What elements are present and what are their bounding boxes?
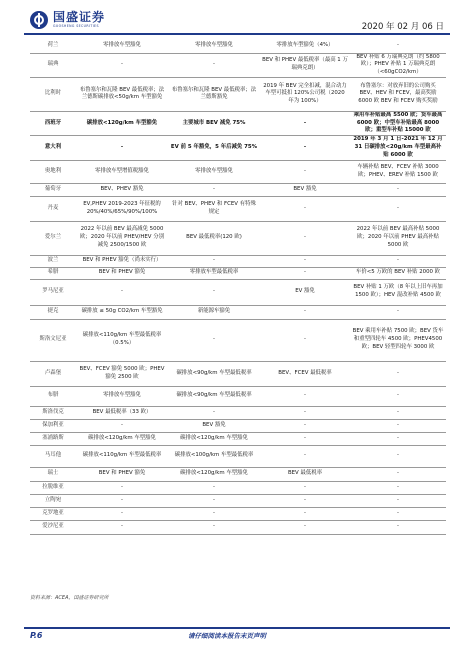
country-cell: 丹麦 [30, 196, 76, 221]
table-row [30, 520, 446, 534]
country-cell: 布腊 [30, 386, 76, 406]
table-row [30, 40, 446, 53]
country-cell: 卢森堡 [30, 361, 76, 386]
country-cell: 波兰 [30, 255, 76, 267]
policy-cell: 碳排放 ≤ 50g CO2/km 车型豁免 [76, 305, 168, 319]
table-row [30, 507, 446, 520]
policy-cell: - [350, 445, 446, 467]
policy-cell: - [260, 507, 350, 520]
policy-cell: 2019 年 BEV 完全扣减，混合动力车型可抵扣 120%公司税（2020 年为 100%） [260, 77, 350, 111]
policy-cell: - [168, 507, 260, 520]
policy-cell: - [168, 406, 260, 419]
policy-cell: 布鲁塞尔和瓦隆 BEV 最低税率；法兰德斯碳排放<50g/km 车型豁免 [76, 77, 168, 111]
table-row [30, 305, 446, 319]
policy-cell: 2022 年以前 BEV 最高补贴 5000 欧；2020 年以前 PHEV 最高补贴 5000 欧 [350, 221, 446, 255]
country-cell: 葡萄牙 [30, 183, 76, 196]
policy-cell: EV 豁免 [260, 279, 350, 305]
policy-cell: - [350, 361, 446, 386]
table-row [30, 386, 446, 406]
policy-cell: - [260, 136, 350, 160]
header-divider [24, 33, 450, 35]
policy-cell: 车辆补贴 BEV、FCEV 补贴 3000 欧；PHEV、EREV 补贴 1500 欧 [350, 160, 446, 183]
table-row [30, 445, 446, 467]
policy-table-body [30, 40, 446, 534]
policy-cell: - [168, 53, 260, 77]
policy-cell: - [76, 53, 168, 77]
country-cell: 塞浦路斯 [30, 432, 76, 445]
country-cell: 荷兰 [30, 40, 76, 53]
policy-cell: 2019 年 3 月 1 日-2021 年 12 月 31 日碳排放<20g/km 车型最高补贴 6000 欧 [350, 136, 446, 160]
policy-cell: 碳排放<90g/km 车型最低税率 [168, 361, 260, 386]
country-cell: 罗马尼亚 [30, 279, 76, 305]
policy-cell: EV 前 5 年豁免，5 年后减免 75% [168, 136, 260, 160]
country-cell: 西班牙 [30, 111, 76, 135]
policy-cell: 碳排放<120g/km 车型豁免 [76, 111, 168, 135]
country-cell: 捷克 [30, 305, 76, 319]
country-cell: 比利时 [30, 77, 76, 111]
policy-cell: - [260, 406, 350, 419]
policy-cell: 碳排放<120g/km 车型豁免 [168, 432, 260, 445]
country-cell: 奥地利 [30, 160, 76, 183]
table-row [30, 406, 446, 419]
policy-cell: BEV 补贴 6 万瑞典克朗（约 5800 欧）；PHEV 补贴 1 万瑞典克朗（<60gCO2/km） [350, 53, 446, 77]
policy-cell: 零排放车型豁免 [168, 40, 260, 53]
table-row [30, 183, 446, 196]
policy-cell: BEV 豁免 [168, 419, 260, 432]
page-header [0, 0, 474, 40]
disclaimer-text: 请仔细阅读本报告末页声明 [188, 632, 266, 640]
policy-cell: - [168, 183, 260, 196]
country-cell: 爱沙尼亚 [30, 520, 76, 534]
footer-divider [24, 627, 450, 629]
policy-cell: - [350, 507, 446, 520]
table-row [30, 319, 446, 361]
policy-cell: - [260, 221, 350, 255]
policy-cell: 碳排放<90g/km 车型最低税率 [168, 386, 260, 406]
policy-cell: 乘用车补贴最高 5500 欧；货车最高 6000 欧；中型车补贴最高 8000 欧；重型车补贴 15000 欧 [350, 111, 446, 135]
table-row [30, 419, 446, 432]
logo-text: 国盛证券 [53, 10, 106, 24]
table-row [30, 267, 446, 279]
policy-cell: 零排放车型豁免（4%） [260, 40, 350, 53]
table-row [30, 432, 446, 445]
policy-cell: BEV 和 PHEV 豁免 [76, 267, 168, 279]
policy-cell: - [76, 279, 168, 305]
policy-cell: 新能源车豁免 [168, 305, 260, 319]
policy-cell: 碳排放<110g/km 车型最低税率 [76, 445, 168, 467]
policy-cell: - [76, 520, 168, 534]
country-cell: 爱尔兰 [30, 221, 76, 255]
policy-cell: BEV 最低税率 [260, 467, 350, 481]
table-row [30, 279, 446, 305]
table-row [30, 136, 446, 160]
company-logo [30, 11, 105, 29]
policy-cell: BEV 豁免 [260, 183, 350, 196]
table-row [30, 53, 446, 77]
table-row [30, 255, 446, 267]
policy-cell: 2022 年以前 BEV 最高减免 5000 欧；2020 年以前 PHEV/HEV 分别减免 2500/1500 欧 [76, 221, 168, 255]
policy-cell: 零排放车型豁免 [76, 40, 168, 53]
policy-cell: - [260, 319, 350, 361]
country-cell: 瑞典 [30, 53, 76, 77]
policy-cell: - [350, 183, 446, 196]
table-row [30, 160, 446, 183]
policy-cell: - [168, 520, 260, 534]
policy-cell: - [350, 386, 446, 406]
policy-cell: - [168, 255, 260, 267]
table-row [30, 361, 446, 386]
policy-cell: 针对 BEV、PHEV 和 FCEV 有特殊规定 [168, 196, 260, 221]
report-date: 2020 年 02 月 06 日 [361, 22, 444, 32]
policy-cell: 零排放车型增值税豁免 [76, 160, 168, 183]
policy-cell: BEV、PHEV 豁免 [76, 183, 168, 196]
policy-cell: BEV 补贴 1 万欧（8 年以上旧车再加 1500 欧）；HEV 混改补贴 4500 欧 [350, 279, 446, 305]
policy-cell: - [350, 255, 446, 267]
policy-cell: - [350, 432, 446, 445]
policy-cell: - [260, 196, 350, 221]
country-cell: 马耳他 [30, 445, 76, 467]
policy-cell: 零排放车型豁免 [76, 386, 168, 406]
policy-cell: BEV 最低税率(120 欧) [168, 221, 260, 255]
policy-cell: BEV 和 PHEV 豁免（尚未实行） [76, 255, 168, 267]
logo-subtext: GUOSHENG SECURITIES [53, 24, 99, 28]
policy-cell: 碳排放<120g/km 车型豁免 [168, 467, 260, 481]
policy-cell: 零排放车型豁免 [168, 160, 260, 183]
country-cell: 斯洛伐克 [30, 406, 76, 419]
policy-cell: - [350, 467, 446, 481]
policy-cell: EV,PHEV 2019-2023 年征税的 20%/40%/65%/90%/100% [76, 196, 168, 221]
policy-cell: BEV 和 PHEV 最低税率（最高 1 万瑞典克朗） [260, 53, 350, 77]
policy-cell: - [76, 494, 168, 507]
policy-cell: 车价<5 万欧的 BEV 补贴 2000 欧 [350, 267, 446, 279]
policy-cell: - [350, 419, 446, 432]
policy-cell: - [76, 507, 168, 520]
table-row [30, 196, 446, 221]
policy-cell: - [260, 267, 350, 279]
table-row [30, 111, 446, 135]
policy-cell: - [260, 432, 350, 445]
policy-cell: - [350, 40, 446, 53]
country-cell: 意大利 [30, 136, 76, 160]
policy-cell: - [168, 494, 260, 507]
policy-cell: BEV 和 PHEV 豁免 [76, 467, 168, 481]
policy-cell: 零排放车型最低税率 [168, 267, 260, 279]
policy-cell: - [260, 305, 350, 319]
policy-cell: 主要城市 BEV 减免 75% [168, 111, 260, 135]
policy-cell: - [260, 386, 350, 406]
policy-cell: - [260, 419, 350, 432]
country-cell: 拉脱维亚 [30, 481, 76, 494]
country-cell: 保加利亚 [30, 419, 76, 432]
policy-cell: 布鲁塞尔和瓦隆 BEV 最低税率；法兰德斯豁免 [168, 77, 260, 111]
table-row [30, 467, 446, 481]
policy-cell: 碳排放<110g/km 车型最低税率（0.5%） [76, 319, 168, 361]
policy-cell: - [350, 196, 446, 221]
policy-cell: - [350, 520, 446, 534]
policy-cell: - [168, 319, 260, 361]
policy-cell: - [350, 494, 446, 507]
policy-cell: - [350, 406, 446, 419]
policy-cell: 布鲁塞尔：对放弃旧的公司购买 BEV、HEV 和 FCEV，最高奖励 6000 欧 BEV 和 FCEV 购买奖励 [350, 77, 446, 111]
source-note: 资料来源：ACEA，国盛证券研究所 [30, 595, 109, 601]
policy-cell: - [168, 481, 260, 494]
policy-cell: BEV、FCEV 最低税率 [260, 361, 350, 386]
country-cell: 瑞士 [30, 467, 76, 481]
policy-cell: BEV、FCEV 豁免 5000 欧；PHEV 豁免 2500 欧 [76, 361, 168, 386]
policy-cell: - [76, 419, 168, 432]
country-cell: 立陶宛 [30, 494, 76, 507]
table-row [30, 481, 446, 494]
policy-cell: - [260, 481, 350, 494]
policy-cell: - [260, 445, 350, 467]
country-cell: 希腊 [30, 267, 76, 279]
policy-cell: - [350, 305, 446, 319]
policy-cell: - [260, 160, 350, 183]
table-row [30, 77, 446, 111]
policy-cell: - [76, 136, 168, 160]
policy-cell: - [260, 520, 350, 534]
table-row [30, 494, 446, 507]
policy-cell: - [168, 279, 260, 305]
country-cell: 克罗地亚 [30, 507, 76, 520]
policy-cell: - [76, 481, 168, 494]
table-row [30, 221, 446, 255]
policy-cell: BEV 乘用车补贴 7500 欧；BEV 货车和重型四轮车 4500 欧；PHEV4500 欧；BEV 轻型四轮车 3000 欧 [350, 319, 446, 361]
policy-cell: BEV 最低税率（33 欧） [76, 406, 168, 419]
page-number: P.6 [30, 631, 43, 640]
policy-cell: 碳排放<100g/km 车型最低税率 [168, 445, 260, 467]
country-cell: 斯洛文尼亚 [30, 319, 76, 361]
policy-cell: - [350, 481, 446, 494]
policy-cell: - [260, 111, 350, 135]
policy-cell: 碳排放<120g/km 车型豁免 [76, 432, 168, 445]
policy-cell: - [260, 494, 350, 507]
logo-icon [30, 11, 48, 29]
policy-table [30, 40, 446, 535]
policy-cell: - [260, 255, 350, 267]
